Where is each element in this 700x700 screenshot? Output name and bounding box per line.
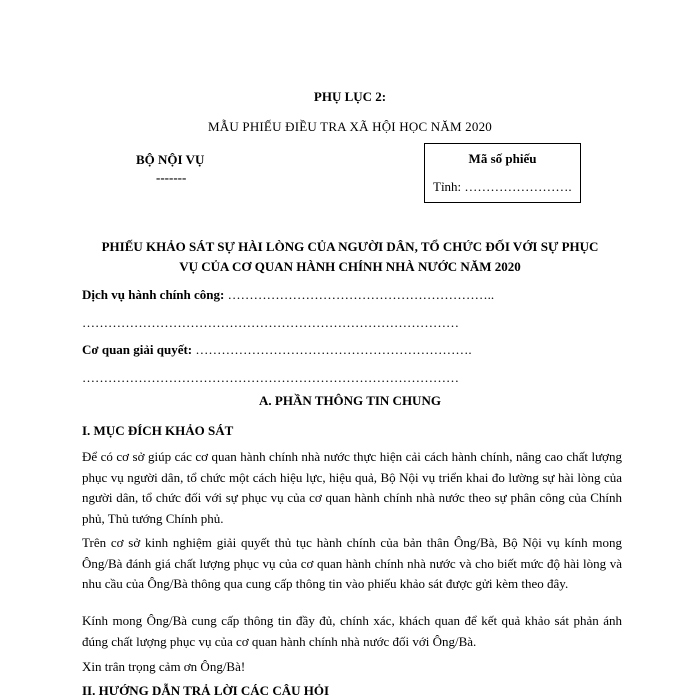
agency-field [82,342,472,358]
survey-title-line-1: PHIẾU KHẢO SÁT SỰ HÀI LÒNG CỦA NGƯỜI DÂN, TỔ CHỨC ĐỐI VỚI SỰ PHỤC [101,239,599,254]
agency-dots: ………………………………………………………. [195,342,472,357]
thanks-paragraph: Xin trân trọng cảm ơn Ông/Bà! [82,659,246,674]
document-subtitle: MẪU PHIẾU ĐIỀU TRA XÃ HỘI HỌC NĂM 2020 [208,119,492,134]
form-code-box [424,143,581,203]
appendix-label: PHỤ LỤC 2: [313,89,387,104]
section-2-heading: II. HƯỚNG DẪN TRẢ LỜI CÁC CÂU HỎI [82,683,330,698]
service-dots: …………………………………………………….. [227,287,495,302]
section-1-heading: I. MỤC ĐÍCH KHẢO SÁT [82,423,234,438]
form-code-title: Mã số phiếu [468,151,537,166]
agency-dots-line-2: …………………………………………………………………………… [82,370,459,385]
ministry-divider: ------- [156,170,187,185]
purpose-paragraph-2: Trên cơ sở kinh nghiệm giải quyết thủ tục hành chính của bản thân Ông/Bà, Bộ Nội vụ kính mong Ông/Bà đánh giá chất lượng phục vụ của cơ quan hành chính nhà nước và cho biết mức độ hài lòng và nhu cầu của Ông/Bà thông qua cung cấp thông tin vào phiếu khảo sát được gửi kèm theo đây. [82,535,622,591]
service-label: Dịch vụ hành chính công: [82,287,225,302]
service-field [82,287,494,303]
section-a-heading: A. PHẦN THÔNG TIN CHUNG [259,393,441,408]
service-dots-line-2: …………………………………………………………………………… [82,315,459,330]
purpose-paragraph-1: Để có cơ sở giúp các cơ quan hành chính nhà nước thực hiện cải cách hành chính, nâng cao chất lượng phục vụ người dân, tổ chức một cách hiệu lực, hiệu quả, Bộ Nội vụ triển khai đo lường sự hài lòng của người dân, tổ chức đối với sự phục vụ của cơ quan hành chính nhà nước theo sự phân công của Chính phủ, Thủ tướng Chính phủ. [82,449,622,526]
survey-title-line-2: VỤ CỦA CƠ QUAN HÀNH CHÍNH NHÀ NƯỚC NĂM 2020 [179,259,521,274]
purpose-paragraph-3: Kính mong Ông/Bà cung cấp thông tin đầy đủ, chính xác, khách quan để kết quả khảo sát phản ánh đúng chất lượng phục vụ của cơ quan hành chính nhà nước đối với Ông/Bà. [82,613,622,649]
province-field: Tỉnh: ……………………. [433,179,572,194]
ministry-name: BỘ NỘI VỤ [136,152,205,167]
agency-label: Cơ quan giải quyết: [82,342,193,357]
